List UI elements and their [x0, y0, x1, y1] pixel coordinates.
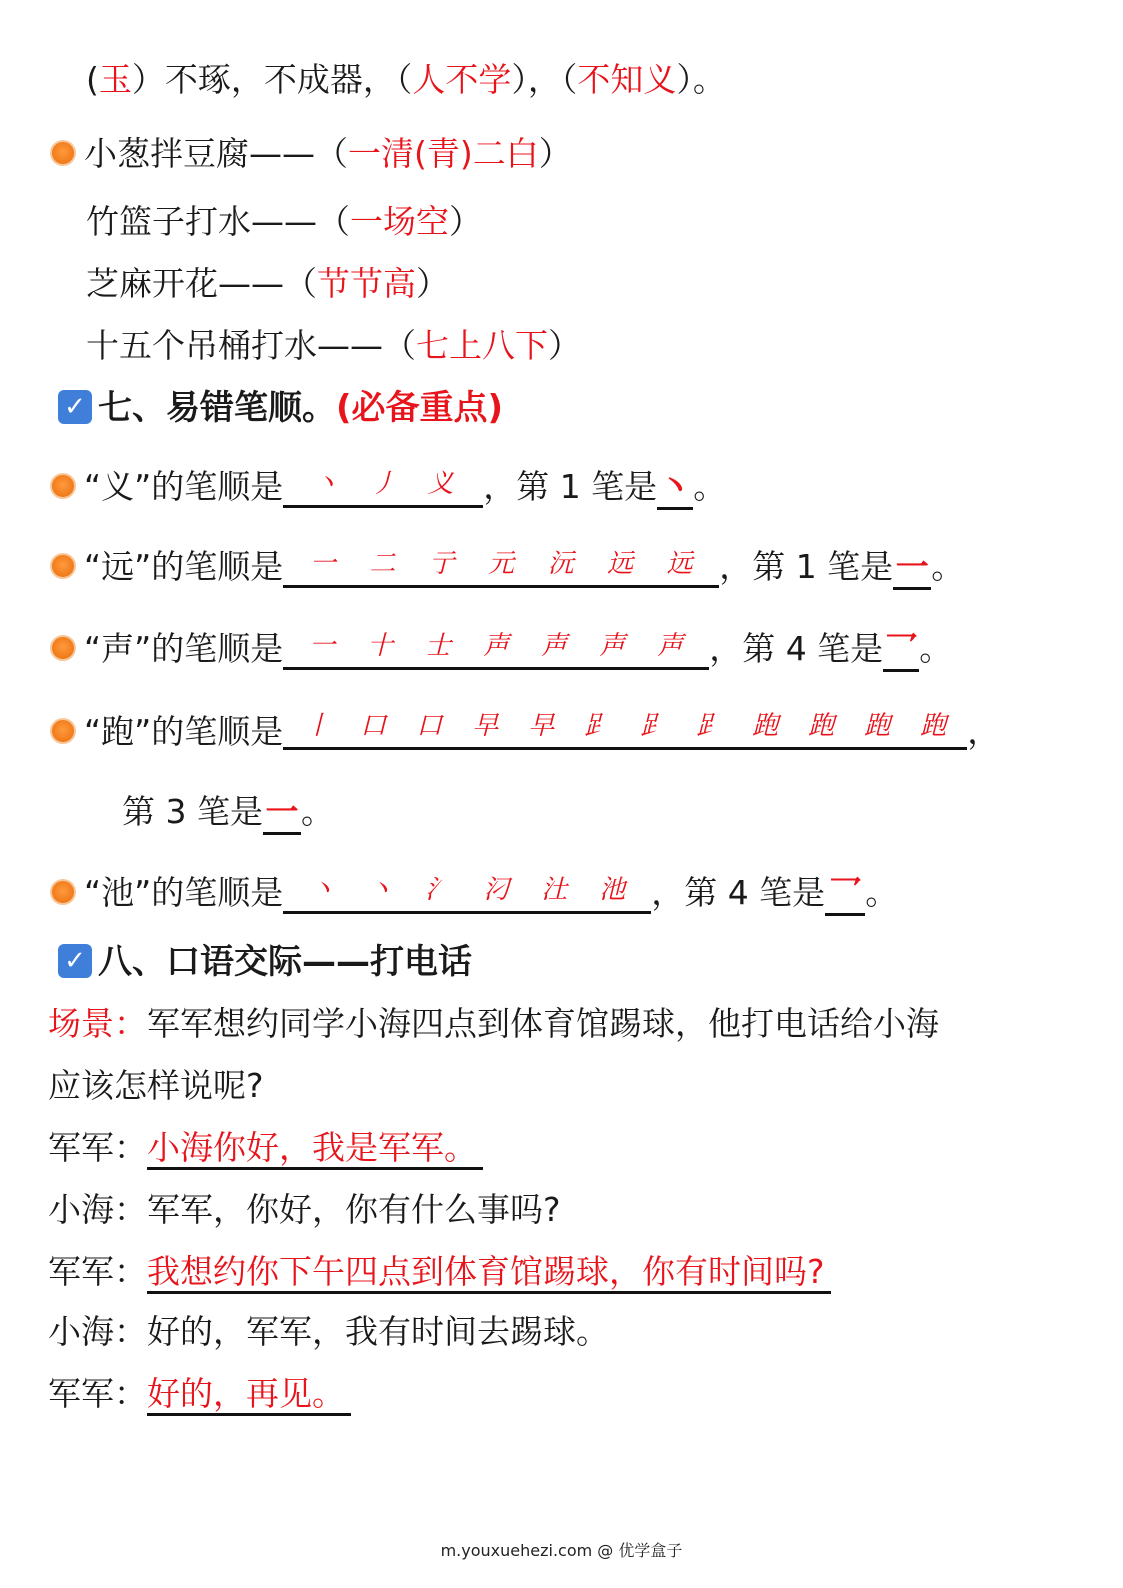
xiehouyu-item: [50, 134, 572, 174]
dialogue-speaker: 小海：: [48, 1190, 147, 1229]
proverb-answer-2: 人不学: [412, 60, 512, 99]
dialogue-text: 好的，军军，我有时间去踢球。: [147, 1312, 609, 1351]
dialogue-speaker: 军军：: [48, 1374, 147, 1413]
scene-text: 应该怎样说呢?: [48, 1066, 264, 1105]
stroke-step: 丶: [312, 469, 339, 499]
scene-label: 场景：: [48, 1004, 147, 1043]
stroke-step: 二: [369, 549, 396, 579]
dialogue-line: [48, 1312, 609, 1352]
xiehouyu-item: [86, 326, 581, 366]
stroke-step: 声: [599, 631, 626, 661]
footer-watermark: m.youxuehezi.com @ 优学盒子: [440, 1541, 683, 1560]
stroke-answer: 乛: [883, 629, 919, 672]
stroke-question: “跑”的笔顺是: [84, 712, 284, 751]
scene-line-2: [48, 1066, 264, 1106]
stroke-step: 远: [607, 549, 634, 579]
xiehouyu-item: [86, 264, 449, 304]
stroke-end: 。: [919, 629, 953, 668]
proverb-text: ）不琢，不成器，（: [131, 60, 413, 99]
dialogue-answer: 我想约你下午四点到体育馆踢球，你有时间吗?: [147, 1252, 831, 1294]
section-heading-8: [58, 942, 472, 982]
stroke-question-mid: ，第 4 笔是: [709, 629, 884, 668]
stroke-sequence-blank: [283, 464, 483, 508]
stroke-step: 声: [541, 631, 568, 661]
stroke-question: “义”的笔顺是: [84, 467, 284, 506]
stroke-step: 𧾷: [696, 711, 723, 741]
stroke-question: “远”的笔顺是: [84, 547, 284, 586]
stroke-sequence-blank: [283, 706, 967, 750]
stroke-step: 早: [528, 711, 555, 741]
checkbox-icon: ✓: [58, 944, 92, 978]
stroke-step: 士: [425, 631, 452, 661]
dialogue-speaker: 军军：: [48, 1252, 147, 1291]
stroke-step: 一: [309, 631, 336, 661]
orange-bullet-icon: [50, 718, 76, 744]
stroke-step: 跑: [920, 711, 947, 741]
stroke-step: 氵: [425, 875, 452, 905]
stroke-step: 亍: [428, 549, 455, 579]
xiehouyu-answer: 一场空: [350, 202, 449, 241]
stroke-question-mid: ，第 1 笔是: [719, 547, 894, 586]
dialogue-answer: 好的，再见。: [147, 1374, 351, 1416]
proverb-text: ），（: [511, 60, 578, 99]
section-heading-7: [58, 388, 503, 428]
stroke-order-item: [50, 546, 964, 590]
stroke-order-item: [50, 466, 726, 510]
proverb-line: [86, 60, 726, 100]
xiehouyu-item: [86, 202, 482, 242]
section-note: (必备重点): [336, 388, 504, 428]
xiehouyu-question: 小葱拌豆腐——（: [84, 134, 348, 173]
orange-bullet-icon: [50, 879, 76, 905]
stroke-step: 沅: [547, 549, 574, 579]
stroke-step: 丨: [304, 711, 331, 741]
stroke-sequence-blank: [283, 870, 651, 914]
stroke-step: 早: [472, 711, 499, 741]
section-title: 八、口语交际——打电话: [98, 942, 472, 982]
stroke-step: 声: [483, 631, 510, 661]
dialogue-line: [48, 1190, 561, 1230]
stroke-answer: 乛: [825, 873, 865, 916]
xiehouyu-answer: 七上八下: [416, 326, 548, 365]
stroke-step: 一: [309, 549, 336, 579]
dialogue-text: 军军，你好，你有什么事吗?: [147, 1190, 561, 1229]
dialogue-line: [48, 1252, 831, 1292]
stroke-order-item: [50, 708, 1000, 752]
stroke-question: “池”的笔顺是: [84, 873, 284, 912]
stroke-answer: 丶: [657, 467, 693, 510]
stroke-sequence-blank: [283, 626, 709, 670]
stroke-step: 𧾷: [584, 711, 611, 741]
xiehouyu-end: ）: [538, 134, 572, 173]
stroke-question-mid: ，第 1 笔是: [483, 467, 658, 506]
xiehouyu-end: ）: [548, 326, 581, 365]
stroke-step: 𧾷: [640, 711, 667, 741]
xiehouyu-question: 芝麻开花——（: [86, 264, 317, 303]
stroke-end: 。: [865, 873, 899, 912]
stroke-step: 池: [599, 875, 626, 905]
proverb-text: (: [86, 60, 99, 99]
stroke-step: 声: [657, 631, 684, 661]
dialogue-speaker: 小海：: [48, 1312, 147, 1351]
dialogue-answer: 小海你好，我是军军。: [147, 1128, 483, 1170]
stroke-step: 丶: [367, 875, 394, 905]
orange-bullet-icon: [50, 635, 76, 661]
scene-line-1: [48, 1004, 939, 1044]
stroke-order-item: [50, 628, 952, 672]
orange-bullet-icon: [50, 553, 76, 579]
xiehouyu-end: ）: [416, 264, 449, 303]
stroke-question: “声”的笔顺是: [84, 629, 284, 668]
stroke-step: 元: [488, 549, 515, 579]
stroke-step: 远: [666, 549, 693, 579]
stroke-order-item: [50, 872, 898, 916]
checkbox-icon: ✓: [58, 390, 92, 424]
stroke-question-mid: ，第 4 笔是: [651, 873, 826, 912]
stroke-sequence-blank: [283, 544, 719, 588]
scene-text: 军军想约同学小海四点到体育馆踢球，他打电话给小海: [147, 1004, 939, 1043]
stroke-step: 丿: [370, 469, 397, 499]
stroke-end: 。: [693, 467, 727, 506]
stroke-step: 汈: [483, 875, 510, 905]
stroke-step: 跑: [808, 711, 835, 741]
proverb-answer-3: 不知义: [577, 60, 677, 99]
stroke-question-mid: 第 3 笔是: [122, 792, 263, 831]
stroke-end: 。: [931, 547, 965, 586]
dialogue-line: [48, 1374, 351, 1414]
xiehouyu-answer: 一清(青)二白: [348, 134, 539, 173]
orange-bullet-icon: [50, 140, 76, 166]
stroke-answer: 一: [263, 792, 301, 835]
stroke-step: 义: [427, 469, 454, 499]
orange-bullet-icon: [50, 473, 76, 499]
stroke-order-item-continued: [122, 792, 334, 835]
stroke-step: 口: [360, 711, 387, 741]
xiehouyu-question: 十五个吊桶打水——（: [86, 326, 416, 365]
xiehouyu-end: ）: [449, 202, 482, 241]
section-title: 七、易错笔顺。: [98, 388, 336, 428]
stroke-question-mid: ，: [967, 712, 1001, 751]
stroke-step: 丶: [309, 875, 336, 905]
stroke-answer: 一: [893, 547, 931, 590]
proverb-text: ）。: [676, 60, 726, 99]
dialogue-line: [48, 1128, 483, 1168]
stroke-step: 跑: [752, 711, 779, 741]
stroke-step: 汢: [541, 875, 568, 905]
stroke-step: 跑: [864, 711, 891, 741]
xiehouyu-answer: 节节高: [317, 264, 416, 303]
stroke-step: 十: [367, 631, 394, 661]
xiehouyu-question: 竹篮子打水——（: [86, 202, 350, 241]
proverb-answer-1: 玉: [98, 60, 132, 99]
stroke-end: 。: [300, 792, 334, 831]
stroke-step: 口: [416, 711, 443, 741]
dialogue-speaker: 军军：: [48, 1128, 147, 1167]
